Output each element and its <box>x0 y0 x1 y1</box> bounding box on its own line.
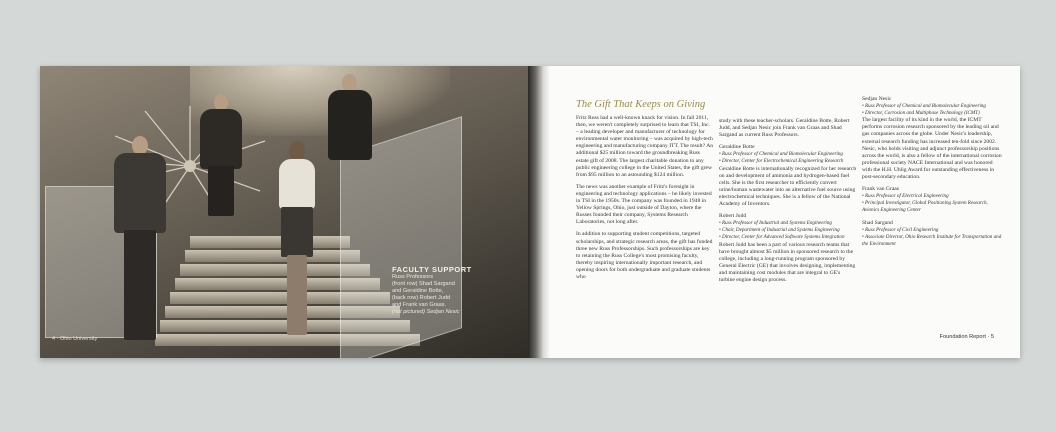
article-column-2 <box>719 118 857 289</box>
paragraph: Fritz Russ had a well-known knack for vision. In fall 2011, then, we weren't completely surprised to learn that TSI, Inc. – a leading developer and manufacturer of technology for environmental water monitoring – was acquired by high-tech engineering and manufacturing company ITT. The result? An additional $25 million toward the groundbreaking Russ estate gift of 2008. The largest charitable donation to any public engineering college in the United States, the gift grew from $95 million to an astounding $124 million. <box>576 115 714 178</box>
person-head <box>289 141 305 161</box>
person-suit <box>328 90 372 160</box>
profile-role: • Chair, Department of Industrial and Systems Engineering <box>719 227 840 234</box>
caption-title: FACULTY SUPPORT <box>392 265 472 274</box>
photo-caption <box>392 266 502 316</box>
profile-name-botte: Geraldine Botte <box>719 144 755 151</box>
profile-role: • Director, Corrosion and Multiphase Technology (ICMT) <box>862 110 980 117</box>
profile-role: • Associate Director, Ohio Research Institute for Transportation and the Environment <box>862 233 1002 247</box>
profile-name-judd: Robert Judd <box>719 213 747 220</box>
caption-line: and Geraldine Botte, <box>392 288 444 294</box>
paragraph: Geraldine Botte is internationally recognized for her research on and development of ammonia and hydrogen-based fuel cells. She is the first researcher to efficiently convert urine/human wastewater into an alternative fuel source using electrochemical techniques. She is a fellow of the National Academy of Inventors. <box>719 165 857 208</box>
article-column-3 <box>862 96 1002 248</box>
profile-name-sargand: Shad Sargand <box>862 219 893 226</box>
profile-name-van-graas: Frank van Graas <box>862 186 899 193</box>
caption-line: (back row) Robert Judd <box>392 295 451 301</box>
article-headline: The Gift That Keeps on Giving <box>576 99 706 110</box>
right-page-article <box>550 66 1020 358</box>
stair-step <box>190 236 350 248</box>
paragraph: In addition to supporting student competitions, targeted scholarships, and strategic research areas, the gift has funded three new Russ Professorships. Such professorships are key to retaining the Russ College's most promising faculty, thereby inspiring internationally important research, and opening doors for both undergraduate and graduate students who <box>576 231 713 280</box>
person-blouse <box>279 159 315 209</box>
left-page-folio: 4 · Ohio University <box>52 336 98 342</box>
right-page-folio: Foundation Report · 5 <box>939 334 994 340</box>
article-column-1 <box>576 115 714 286</box>
person-suit <box>114 153 166 233</box>
caption-subtitle: Russ Professors <box>392 274 434 280</box>
person-legs <box>124 230 156 340</box>
profile-role: • Director, Center for Advanced Software Systems Integration <box>719 234 845 241</box>
brochure-spread <box>40 66 1020 358</box>
person-legs <box>287 255 307 335</box>
profile-role: • Russ Professor of Electrical Engineering <box>862 193 949 200</box>
person-suit <box>200 109 242 169</box>
caption-line: and Frank van Graas. <box>392 302 447 308</box>
caption-line: (front row) Shad Sargand <box>392 281 455 287</box>
caption-not-pictured: (not pictured) Sedjan Nesic <box>392 309 460 315</box>
profile-role: • Russ Professor of Civil Engineering <box>862 226 939 233</box>
profile-role: • Russ Professor of Chemical and Biomolecular Engineering <box>862 103 986 110</box>
profile-role: • Russ Professor of Industrial and Systems Engineering <box>719 220 832 227</box>
profile-role: • Russ Professor of Chemical and Biomolecular Engineering <box>719 151 843 158</box>
paragraph: The news was another example of Fritz's foresight in engineering and technology applications – he likely invested in TSI in the 1950s. The company was founded in 1948 in Yellow Springs, Ohio, just outside of Dayton, where the Russes founded their company, Systems Research Laboratories, not long after. <box>576 183 712 226</box>
paragraph: study with these teacher-scholars. Geraldine Botte, Robert Judd, and Sedjan Nesic join Frank van Graas and Shad Sargand as current Russ Professors. <box>719 118 850 139</box>
paragraph: The largest facility of its kind in the world, the ICMT performs corrosion research sponsored by the leading oil and gas companies across the globe. Under Nesic's leadership, external research funding has increased ten-fold since 2002. Nesic, who holds visiting and adjunct professorship positions across the world, is also a fellow of the international corrosion professional society NACE International and was honored with the H.H. Uhlig Award for outstanding effectiveness in post-secondary education. <box>862 117 1002 181</box>
profile-name-nesic: Sedjan Nesic <box>862 96 892 102</box>
page-gutter <box>528 66 550 358</box>
left-page-photo <box>40 66 528 358</box>
person-legs <box>208 166 234 216</box>
stair-step <box>185 250 360 262</box>
profile-role: • Principal Investigator, Global Positioning System Research, Avionics Engineering Center <box>862 200 988 214</box>
person-skirt <box>281 207 313 257</box>
paragraph: Robert Judd has been a part of various research teams that have brought almost $5 million in sponsored research to the college, including a long-running program sponsored by General Electric (GE) that involves designing, implementing and maintaining cost modules that are integral to GE's turbine engine design process. <box>719 241 856 283</box>
profile-role: • Director, Center for Electrochemical Engineering Research <box>719 158 844 165</box>
